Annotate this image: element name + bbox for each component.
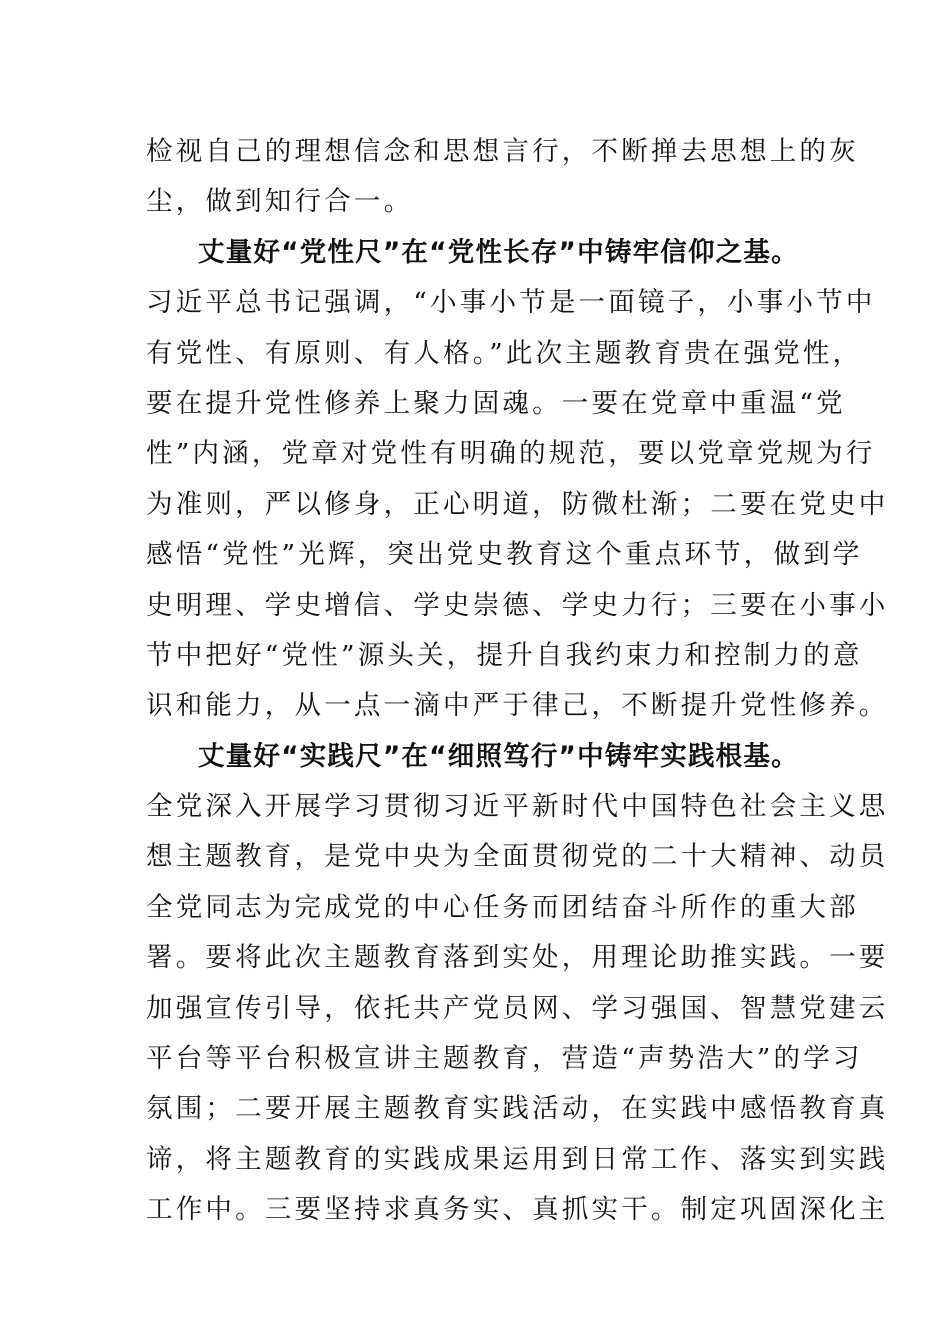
text-line: 性”内涵，党章对党性有明确的规范，要以党章党规为行 (146, 438, 876, 470)
text-line: 有党性、有原则、有人格。”此次主题教育贵在强党性， (146, 337, 863, 369)
text-line: 工作中。三要坚持求真务实、真抓实干。制定巩固深化主 (146, 1194, 889, 1226)
section-heading-practice: 丈量好“实践尺”在“细照笃行”中铸牢实践根基。 (198, 740, 799, 772)
text-line: 节中把好“党性”源头关，提升自我约束力和控制力的意 (146, 639, 863, 671)
text-line: 全党深入开展学习贯彻习近平新时代中国特色社会主义思 (146, 791, 889, 823)
text-line: 署。要将此次主题教育落到实处，用理论助推实践。一要 (146, 942, 889, 974)
text-line: 检视自己的理想信念和思想言行，不断掸去思想上的灰 (146, 136, 859, 167)
text-line: 谛，将主题教育的实践成果运用到日常工作、落实到实践 (146, 1143, 889, 1175)
text-line: 要在提升党性修养上聚力固魂。一要在党章中重温“党 (146, 387, 846, 419)
text-line: 感悟“党性”光辉，突出党史教育这个重点环节，做到学 (146, 539, 863, 571)
text-line: 为准则，严以修身，正心明道，防微杜渐；二要在党史中 (146, 488, 889, 520)
text-line: 识和能力，从一点一滴中严于律己，不断提升党性修养。 (146, 690, 889, 722)
body-text (146, 127, 889, 1236)
text-line: 想主题教育，是党中央为全面贯彻党的二十大精神、动员 (146, 841, 889, 873)
text-line: 全党同志为完成党的中心任务而团结奋斗所作的重大部 (146, 891, 859, 923)
text-line: 平台等平台积极宣讲主题教育，营造“声势浩大”的学习 (146, 1043, 863, 1075)
text-line: 加强宣传引导，依托共产党员网、学习强国、智慧党建云 (146, 992, 889, 1024)
text-line: 习近平总书记强调，“小事小节是一面镜子，小事小节中 (146, 287, 876, 319)
text-line: 史明理、学史增信、学史崇德、学史力行；三要在小事小 (146, 589, 889, 621)
section-heading-party-spirit: 丈量好“党性尺”在“党性长存”中铸牢信仰之基。 (198, 236, 799, 268)
text-line: 尘，做到知行合一。 (146, 186, 414, 218)
text-line: 氛围；二要开展主题教育实践活动，在实践中感悟教育真 (146, 1093, 889, 1125)
